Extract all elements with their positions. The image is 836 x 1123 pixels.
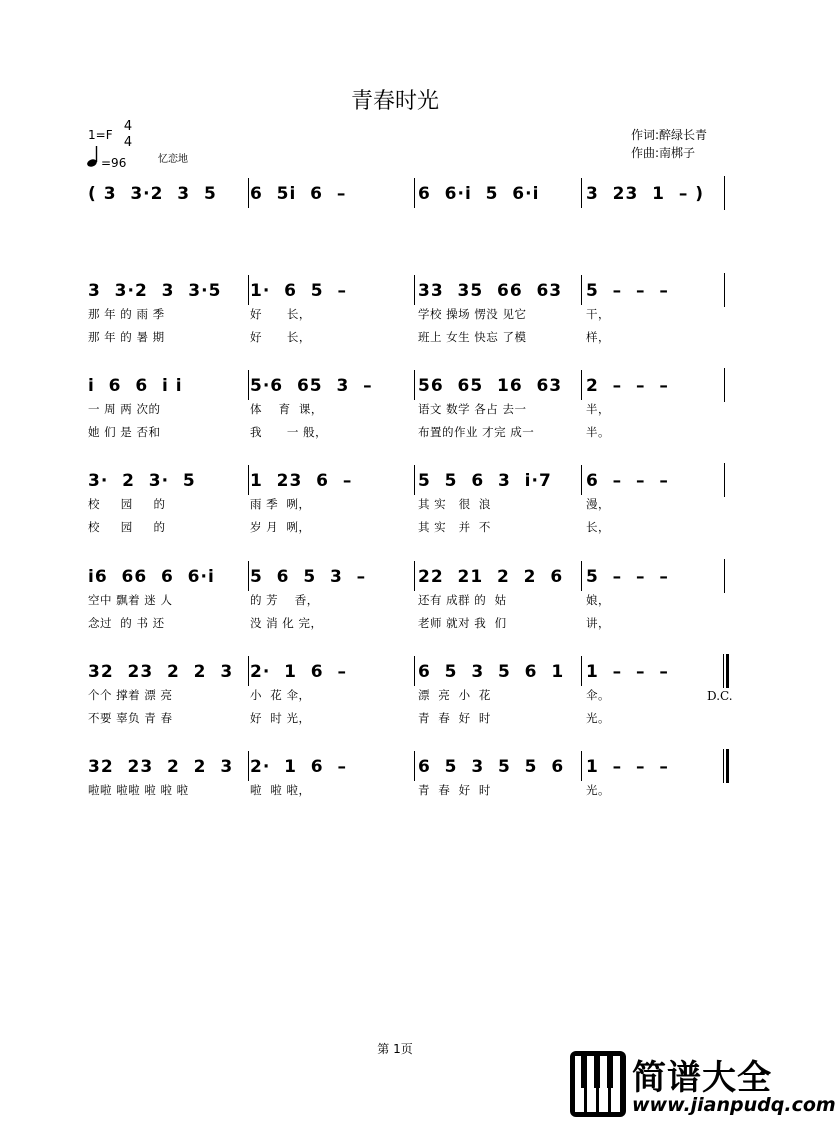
measure-notes: 2· 1 6 – <box>250 662 347 682</box>
measure-notes: 6 5 3 5 6 1 <box>418 662 565 682</box>
measure-notes: 6 – – – <box>586 471 669 491</box>
lyric-verse-1: 干， <box>586 307 610 321</box>
measure-notes: 2· 1 6 – <box>250 757 347 777</box>
end-bar-line <box>724 368 725 402</box>
lyric-verse-2: 我 一 般， <box>250 425 328 439</box>
lyric-verse-1: 半， <box>586 402 610 416</box>
lyric-verse-1: 体 育 课， <box>250 402 323 416</box>
bar-line <box>248 465 249 495</box>
bar-line <box>581 751 582 781</box>
measure-notes: 2 – – – <box>586 376 669 396</box>
final-bar-thin <box>723 749 724 783</box>
measure-notes: 5 6 5 3 – <box>250 567 367 587</box>
lyric-verse-1: 还有 成群 的 姑 <box>418 593 507 607</box>
bar-line <box>248 561 249 591</box>
measure-notes: 3 3·2 3 3·5 <box>88 281 222 301</box>
lyricist-credit: 作词:醉绿长青 <box>631 128 708 142</box>
measure-notes: 1· 6 5 – <box>250 281 347 301</box>
key-signature: 1=F <box>88 128 113 142</box>
lyric-verse-2: 样， <box>586 330 610 344</box>
measure-notes: 5 – – – <box>586 567 669 587</box>
measure-notes: 3· 2 3· 5 <box>88 471 196 491</box>
lyric-verse-2: 半。 <box>586 425 610 439</box>
bar-line <box>414 656 415 686</box>
lyric-verse-1: 一 周 两 次的 <box>88 402 161 416</box>
lyric-verse-1: 光。 <box>586 783 610 797</box>
lyric-verse-1: 好 长， <box>250 307 311 321</box>
time-numerator: 4 <box>123 119 133 134</box>
lyric-verse-2: 岁 月 咧， <box>250 520 311 534</box>
lyric-verse-2: 没 消 化 完， <box>250 616 323 630</box>
composer-credit: 作曲:南梆子 <box>631 146 696 160</box>
lyric-verse-2: 她 们 是 否和 <box>88 425 161 439</box>
lyric-verse-2: 青 春 好 时 <box>418 711 491 725</box>
logo-text: 简谱大全 <box>632 1058 772 1098</box>
lyric-verse-2: 好 长， <box>250 330 311 344</box>
lyric-verse-1: 语文 数学 各占 去一 <box>418 402 527 416</box>
score-row <box>0 563 790 653</box>
bar-line <box>581 465 582 495</box>
measure-notes: 56 65 16 63 <box>418 376 563 396</box>
score-row <box>0 277 790 367</box>
bar-line <box>414 561 415 591</box>
bar-line <box>248 275 249 305</box>
lyric-verse-1: 那 年 的 雨 季 <box>88 307 165 321</box>
final-bar-thick <box>726 749 729 783</box>
lyric-verse-1: 其 实 很 浪 <box>418 497 491 511</box>
score-row <box>0 658 790 748</box>
measure-notes: ( 3 3·2 3 5 <box>88 184 217 204</box>
site-logo <box>568 1048 836 1119</box>
lyric-verse-1: 雨 季 咧， <box>250 497 311 511</box>
lyric-verse-1: 青 春 好 时 <box>418 783 491 797</box>
tempo-marking: =96 <box>101 156 127 170</box>
bar-line <box>248 751 249 781</box>
logo-url: www.jianpudq.com <box>632 1094 836 1116</box>
measure-notes: 32 23 2 2 3 <box>88 662 234 682</box>
lyric-verse-1: 小 花 伞， <box>250 688 311 702</box>
bar-line <box>248 656 249 686</box>
end-bar-line <box>724 463 725 497</box>
lyric-verse-1: 学校 操场 愣没 见它 <box>418 307 527 321</box>
lyric-verse-1: 校 园 的 <box>88 497 166 511</box>
measure-notes: i6 66 6 6·i <box>88 567 215 587</box>
lyric-verse-2: 光。 <box>586 711 610 725</box>
lyric-verse-2: 讲， <box>586 616 610 630</box>
bar-line <box>581 561 582 591</box>
measure-notes: 1 – – – <box>586 662 669 682</box>
lyric-verse-2: 好 时 光， <box>250 711 311 725</box>
lyric-verse-1: 漫， <box>586 497 610 511</box>
lyric-verse-1: 伞。 <box>586 688 610 702</box>
measure-notes: 5 5 6 3 i·7 <box>418 471 552 491</box>
score-row <box>0 467 790 557</box>
measure-notes: 1 23 6 – <box>250 471 353 491</box>
measure-notes: 33 35 66 63 <box>418 281 563 301</box>
lyric-verse-2: 其 实 并 不 <box>418 520 491 534</box>
bar-line <box>414 751 415 781</box>
end-bar-line <box>724 559 725 593</box>
lyric-verse-2: 布置的作业 才完 成一 <box>418 425 535 439</box>
time-signature <box>119 119 137 151</box>
lyric-verse-1: 漂 亮 小 花 <box>418 688 491 702</box>
bar-line <box>581 275 582 305</box>
lyric-verse-2: 不要 辜负 青 春 <box>88 711 173 725</box>
measure-notes: 3 23 1 – ) <box>586 184 705 204</box>
page-number: 第 1页 <box>377 1042 413 1056</box>
measure-notes: 32 23 2 2 3 <box>88 757 234 777</box>
bar-line <box>414 275 415 305</box>
measure-notes: 6 6·i 5 6·i <box>418 184 540 204</box>
measure-notes: i 6 6 i i <box>88 376 183 396</box>
score-row <box>0 372 790 462</box>
end-bar-line <box>724 273 725 307</box>
lyric-verse-1: 个个 撑着 漂 亮 <box>88 688 173 702</box>
score-row <box>0 180 790 270</box>
lyric-verse-1: 娘， <box>586 593 610 607</box>
score-row <box>0 753 790 843</box>
final-bar-thick <box>726 654 729 688</box>
bar-line <box>581 656 582 686</box>
measure-notes: 5·6 65 3 – <box>250 376 373 396</box>
measure-notes: 5 – – – <box>586 281 669 301</box>
end-bar-line <box>724 176 725 210</box>
bar-line <box>581 370 582 400</box>
lyric-verse-2: 那 年 的 暑 期 <box>88 330 165 344</box>
lyric-verse-1: 空中 飘着 迷 人 <box>88 593 173 607</box>
measure-notes: 6 5 3 5 5 6 <box>418 757 565 777</box>
lyric-verse-1: 啦啦 啦啦 啦 啦 啦 <box>88 783 189 797</box>
lyric-verse-2: 长， <box>586 520 610 534</box>
lyric-verse-2: 老师 就对 我 们 <box>418 616 507 630</box>
lyric-verse-1: 的 芳 香， <box>250 593 319 607</box>
bar-line <box>414 465 415 495</box>
bar-line <box>414 178 415 208</box>
time-denominator: 4 <box>123 135 133 150</box>
measure-notes: 1 – – – <box>586 757 669 777</box>
da-capo-mark: D.C. <box>707 689 733 703</box>
lyric-verse-2: 念过 的 书 还 <box>88 616 165 630</box>
bar-line <box>248 178 249 208</box>
piano-keys-icon <box>568 1048 628 1119</box>
subtitle: 忆恋地 <box>158 154 188 165</box>
quarter-note-icon <box>86 145 100 167</box>
bar-line <box>581 178 582 208</box>
final-bar-thin <box>723 654 724 688</box>
bar-line <box>414 370 415 400</box>
measure-notes: 6 5i 6 – <box>250 184 347 204</box>
lyric-verse-2: 班上 女生 快忘 了模 <box>418 330 527 344</box>
measure-notes: 22 21 2 2 6 <box>418 567 564 587</box>
lyric-verse-1: 啦 啦 啦， <box>250 783 311 797</box>
bar-line <box>248 370 249 400</box>
lyric-verse-2: 校 园 的 <box>88 520 166 534</box>
song-title: 青春时光 <box>350 89 439 114</box>
